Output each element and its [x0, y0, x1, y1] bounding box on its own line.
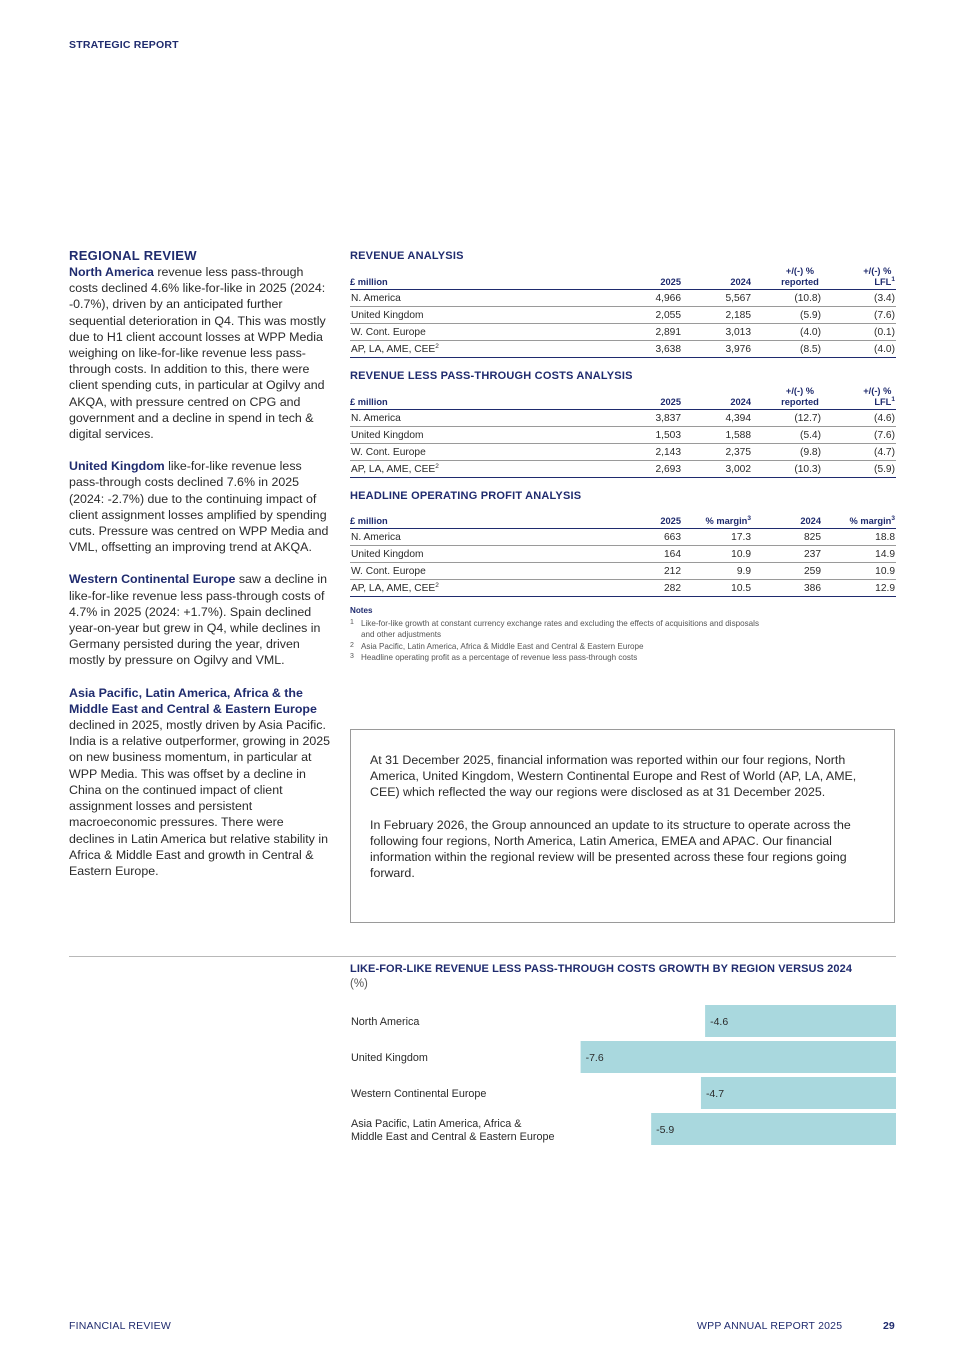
footnote-ref: 2 — [435, 581, 439, 589]
footnote-ref: 2 — [435, 462, 439, 470]
table-cell: 663 — [520, 529, 682, 546]
paragraph-text: like-for-like revenue less pass-through costs declined 7.6% in 2025 (2024: -2.7%) due to the continuing impact of client assignment losses amplified by spending cuts. Pressure was centred on WPP Media and VML, offsetting an improving trend at AKQA. — [69, 459, 329, 555]
table-cell: W. Cont. Europe — [350, 324, 520, 341]
bar-value-label: -7.6 — [585, 1052, 604, 1064]
footer-section: FINANCIAL REVIEW — [69, 1320, 171, 1332]
table-cell: 2,143 — [520, 444, 682, 461]
category-label: United Kingdom — [351, 1052, 428, 1064]
category-label: Asia Pacific, Latin America, Africa & — [351, 1118, 522, 1130]
table-cell: United Kingdom — [350, 427, 520, 444]
col-header: 2025 — [660, 397, 681, 407]
col-header: 2025 — [660, 516, 681, 526]
table-cell: 825 — [752, 529, 822, 546]
table-cell: (5.9) — [752, 307, 822, 324]
table-cell: (7.6) — [822, 307, 896, 324]
category-label: Western Continental Europe — [351, 1088, 487, 1100]
col-header-text: +/(-) % LFL — [863, 266, 892, 287]
info-paragraph: At 31 December 2025, financial information was reported within our four regions, North America, United Kingdom, Western Continental Europe and Rest of World (AP, LA, AME, CEE) which reflected the way our regions were disclosed as at 31 December 2025. — [370, 753, 857, 800]
bar — [651, 1113, 896, 1145]
table-cell: 259 — [752, 563, 822, 580]
bar — [701, 1077, 896, 1109]
bar-value-label: -4.7 — [705, 1088, 725, 1100]
note-number: 1 — [350, 618, 354, 626]
table-cell: (10.8) — [752, 290, 822, 307]
table-cell: 2,891 — [520, 324, 682, 341]
paragraph-text: revenue less pass-through costs declined 4.6% like-for-like in 2025 (2024: -0.7%), driven by an anticipated further sequential deterioration in Q4. This was mostly due to H1 client account losses at WPP Media weighing on like-for-like revenue less pass-through costs. In addition to this, there were client spending cuts, in particular at Ogilvy and AKQA, with pressure centred on CPG and government and a decline in spend in tech & digital services. — [69, 265, 326, 442]
table-cell: (4.0) — [752, 324, 822, 341]
col-header: 2024 — [730, 277, 751, 287]
table-cell: 4,966 — [520, 290, 682, 307]
footnote-ref: 1 — [891, 276, 895, 283]
chart-unit: (%) — [350, 978, 368, 990]
revenue-analysis-title: REVENUE ANALYSIS — [350, 250, 464, 262]
table-cell: (4.6) — [822, 410, 896, 427]
note-text-continued: and other adjustments — [361, 630, 442, 640]
cell-text: AP, LA, AME, CEE — [351, 343, 436, 355]
table-cell: (3.4) — [822, 290, 896, 307]
footnote-ref: 3 — [747, 515, 751, 522]
table-cell: 17.3 — [682, 529, 752, 546]
table-cell: (10.3) — [752, 461, 822, 478]
notes-heading: Notes — [350, 606, 373, 615]
table-cell: (4.7) — [822, 444, 896, 461]
footer-report-title: WPP ANNUAL REPORT 2025 — [697, 1320, 843, 1332]
table-cell: W. Cont. Europe — [350, 563, 520, 580]
paragraph-text: saw a decline in like-for-like revenue less pass-through costs of 4.7% in 2025 (2024: +1.7%). Spain declined year-on-year but grew in Q4, while declines in Germany persisted during the year, driven mostly by pressure on Ogilvy and VML. — [69, 572, 327, 668]
col-header-text: +/(-) % reported — [781, 386, 819, 407]
table-cell: 237 — [752, 546, 822, 563]
hop-analysis-title: HEADLINE OPERATING PROFIT ANALYSIS — [350, 490, 582, 502]
table-cell: 5,567 — [682, 290, 752, 307]
table-cell: 3,837 — [520, 410, 682, 427]
section-label: STRATEGIC REPORT — [69, 39, 179, 51]
table-cell: 282 — [520, 580, 682, 597]
bar — [581, 1041, 896, 1073]
col-header: £ million — [350, 277, 388, 287]
rlpt-analysis-title: REVENUE LESS PASS-THROUGH COSTS ANALYSIS — [350, 370, 633, 382]
category-label: North America — [351, 1016, 420, 1028]
note-text: Headline operating profit as a percentage of revenue less pass-through costs — [361, 653, 638, 663]
paragraph-lead: North America — [69, 265, 154, 279]
table-cell: 2,185 — [682, 307, 752, 324]
bar-value-label: -5.9 — [656, 1124, 675, 1136]
table-cell: 2,375 — [682, 444, 752, 461]
table-cell: (5.4) — [752, 427, 822, 444]
table-cell: 2,693 — [520, 461, 682, 478]
bar — [705, 1005, 896, 1037]
table-cell: N. America — [350, 410, 520, 427]
chart-title: LIKE-FOR-LIKE REVENUE LESS PASS-THROUGH COSTS GROWTH BY REGION VERSUS 2024 — [350, 963, 853, 975]
col-header-text: +/(-) % reported — [781, 266, 819, 287]
table-cell: United Kingdom — [350, 546, 520, 563]
table-cell: 1,503 — [520, 427, 682, 444]
table-cell: 212 — [520, 563, 682, 580]
paragraph-lead: Asia Pacific, Latin America, Africa & the Middle East and Central & Eastern Europe — [69, 685, 317, 716]
table-cell: (9.8) — [752, 444, 822, 461]
category-label: Middle East and Central & Eastern Europe — [351, 1131, 555, 1143]
col-header-text: +/(-) % LFL — [863, 386, 892, 407]
note-number: 3 — [350, 653, 354, 661]
col-header: £ million — [350, 397, 388, 407]
bar-value-label: -4.6 — [710, 1016, 729, 1028]
regional-review-heading: REGIONAL REVIEW — [69, 248, 197, 263]
table-cell: 1,588 — [682, 427, 752, 444]
note-text: Like-for-like growth at constant currency exchange rates and excluding the effects of acquisitions and disposals — [361, 618, 760, 628]
note-text: Asia Pacific, Latin America, Africa & Middle East and Central & Eastern Europe — [361, 641, 644, 651]
paragraph-text: declined in 2025, mostly driven by Asia Pacific. India is a relative outperformer, growing in 2025 on new business momentum, in particular at WPP Media. This was offset by a decline in China on the continued impact of client assignment losses and persistent macroeconomic pressures. There were declines in Latin America but relative stability in Africa & Middle East and growth in Central & Eastern Europe. — [69, 718, 331, 878]
table-cell: 3,638 — [520, 341, 682, 358]
table-cell: United Kingdom — [350, 307, 520, 324]
table-cell: 9.9 — [682, 563, 752, 580]
paragraph-lead: Western Continental Europe — [69, 572, 236, 587]
note-number: 2 — [350, 641, 354, 649]
table-cell: 14.9 — [822, 546, 896, 563]
table-cell: N. America — [350, 290, 520, 307]
table-cell: 3,976 — [682, 341, 752, 358]
table-cell: 386 — [752, 580, 822, 597]
table-cell: 3,002 — [682, 461, 752, 478]
table-cell: (5.9) — [822, 461, 896, 478]
table-cell: N. America — [350, 529, 520, 546]
paragraph-lead: United Kingdom — [69, 459, 165, 474]
col-header: 2025 — [660, 277, 681, 287]
footnote-ref: 2 — [435, 342, 439, 350]
table-cell: 164 — [520, 546, 682, 563]
table-cell: 12.9 — [822, 580, 896, 597]
col-header-text: % margin — [705, 516, 748, 526]
table-cell: 10.9 — [682, 546, 752, 563]
info-paragraph: In February 2026, the Group announced an update to its structure to operate across the following four regions, North America, Latin America, EMEA and APAC. Our financial information within the regional review will be presented across these four regions going forward. — [370, 817, 851, 881]
table-cell: 10.5 — [682, 580, 752, 597]
table-cell: 4,394 — [682, 410, 752, 427]
col-header: 2024 — [800, 516, 821, 526]
table-cell: 2,055 — [520, 307, 682, 324]
footnote-ref: 3 — [891, 515, 895, 522]
table-cell: 3,013 — [682, 324, 752, 341]
cell-text: AP, LA, AME, CEE — [351, 463, 436, 475]
table-cell: (12.7) — [752, 410, 822, 427]
table-cell: (7.6) — [822, 427, 896, 444]
table-cell: (0.1) — [822, 324, 896, 341]
table-cell: W. Cont. Europe — [350, 444, 520, 461]
table-cell: 10.9 — [822, 563, 896, 580]
table-cell: 18.8 — [822, 529, 896, 546]
col-header-text: % margin — [849, 516, 892, 526]
cell-text: AP, LA, AME, CEE — [351, 582, 436, 594]
footnote-ref: 1 — [891, 396, 895, 403]
col-header: £ million — [350, 516, 388, 526]
table-cell: (4.0) — [822, 341, 896, 358]
page-number: 29 — [883, 1320, 895, 1332]
col-header: 2024 — [730, 397, 751, 407]
table-cell: (8.5) — [752, 341, 822, 358]
